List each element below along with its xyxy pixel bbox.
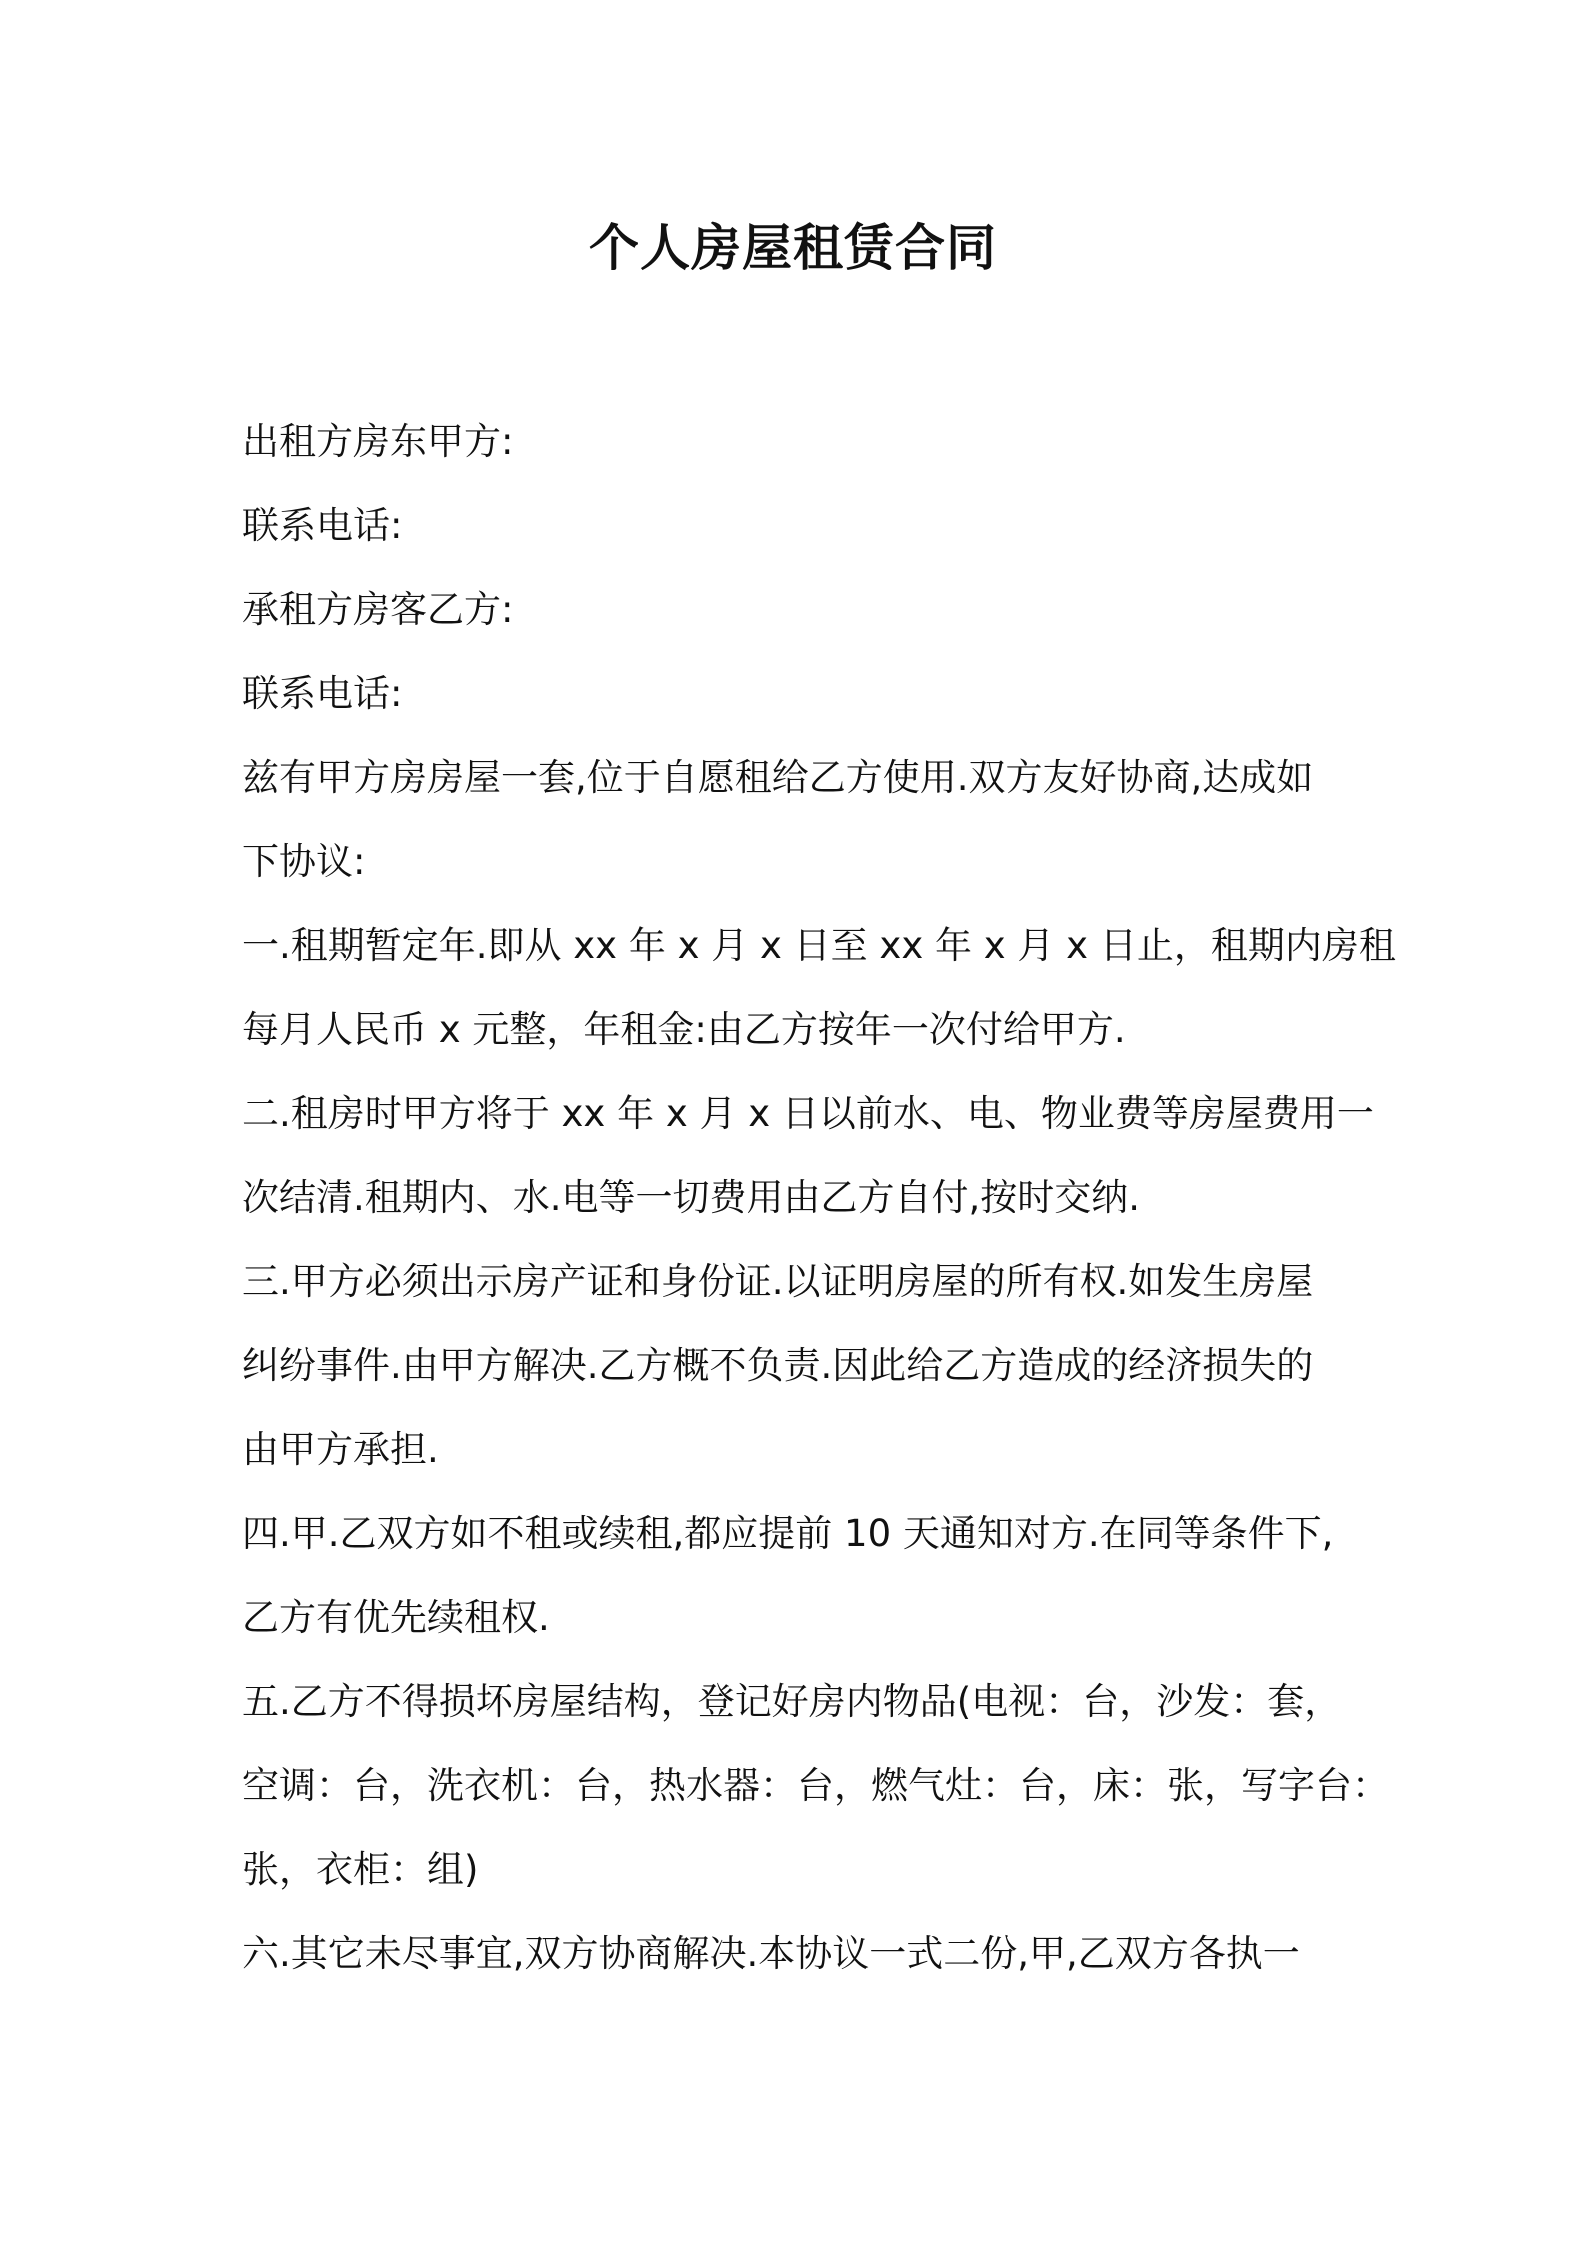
preamble-line-2: 下协议: [242, 840, 366, 883]
clause-1-line-2: 每月人民币 x 元整，年租金:由乙方按年一次付给甲方. [242, 1008, 1126, 1051]
clause-5-line-2: 空调：台，洗衣机：台，热水器：台，燃气灶：台，床：张，写字台： [242, 1764, 1389, 1807]
tenant-phone-line: 联系电话: [242, 672, 403, 715]
document-title: 个人房屋租赁合同 [589, 219, 997, 277]
clause-3-line-2: 纠纷事件.由甲方解决.乙方概不负责.因此给乙方造成的经济损失的 [242, 1344, 1314, 1387]
clause-2-line-1: 二.租房时甲方将于 xx 年 x 月 x 日以前水、电、物业费等房屋费用一 [242, 1092, 1374, 1135]
clause-2-line-2: 次结清.租期内、水.电等一切费用由乙方自付,按时交纳. [242, 1176, 1141, 1219]
clause-5-line-3: 张，衣柜：组) [242, 1848, 479, 1891]
document-body [242, 400, 1396, 1996]
landlord-phone-line: 联系电话: [242, 504, 403, 547]
clause-5-line-1: 五.乙方不得损坏房屋结构，登记好房内物品(电视：台，沙发：套， [242, 1680, 1342, 1723]
clause-3-line-3: 由甲方承担. [242, 1428, 439, 1471]
clause-3-line-1: 三.甲方必须出示房产证和身份证.以证明房屋的所有权.如发生房屋 [242, 1260, 1314, 1303]
clause-1-line-1: 一.租期暂定年.即从 xx 年 x 月 x 日至 xx 年 x 月 x 日止，租期内房租 [242, 924, 1396, 967]
landlord-line: 出租方房东甲方: [242, 420, 514, 463]
clause-4-line-2: 乙方有优先续租权. [242, 1596, 550, 1639]
tenant-line: 承租方房客乙方: [242, 588, 514, 631]
preamble-line-1: 兹有甲方房房屋一套,位于自愿租给乙方使用.双方友好协商,达成如 [242, 756, 1314, 799]
clause-6-line-1: 六.其它未尽事宜,双方协商解决.本协议一式二份,甲,乙双方各执一 [242, 1932, 1300, 1975]
clause-4-line-1: 四.甲.乙双方如不租或续租,都应提前 10 天通知对方.在同等条件下, [242, 1512, 1334, 1555]
